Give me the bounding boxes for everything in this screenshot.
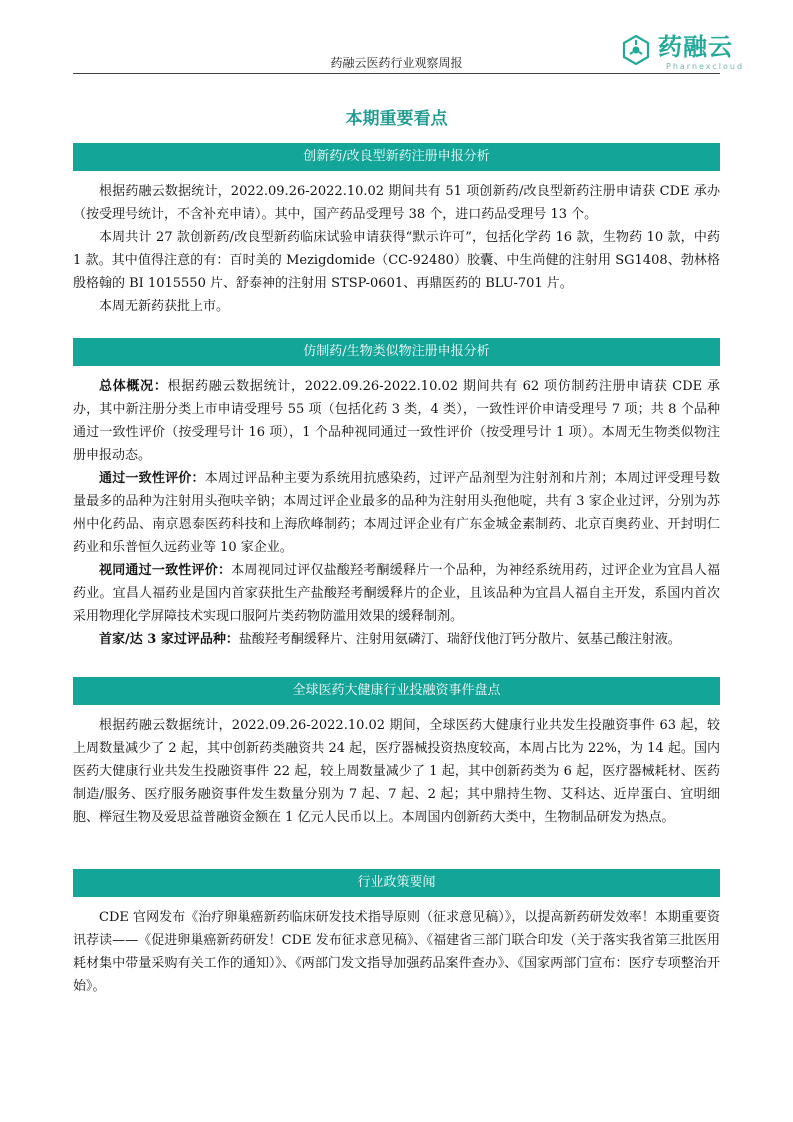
paragraph — [73, 628, 720, 651]
paragraph-body: 盐酸羟考酮缓释片、注射用氨磷汀、瑞舒伐他汀钙分散片、氨基己酸注射液。 — [238, 632, 681, 647]
report-title: 药融云医药行业观察周报 — [330, 56, 463, 70]
main-title: 本期重要看点 — [345, 109, 448, 129]
paragraph: 本周共计 27 款创新药/改良型新药临床试验申请获得“默示许可”，包括化学药 16 款，生物药 10 款，中药 1 款。其中值得注意的有：百时美的 Mezigdomide（CC-92480）胶囊、中生尚健的注射用 SG1408、勃林格殷格翰的 BI 1015550 片、舒泰神的注射用 STSP-0601、再鼎医药的 BLU-701 片。 — [73, 230, 720, 291]
section-investment-events — [73, 677, 720, 829]
section-title-bar: 全球医药大健康行业投融资事件盘点 — [73, 677, 720, 705]
paragraph: CDE 官网发布《治疗卵巢癌新药临床研发技术指导原则（征求意见稿）》，以提高新药研发效率！本期重要资讯荐读——《促进卵巢癌新药研发！CDE 发布征求意见稿》、《福建省三部门联合印发（关于落实我省第三批医用耗材集中带量采购有关工作的通知）》、《两部门发文指导加强药品案件查办》、《国家两部门宣布：医疗专项整治开始》。 — [73, 910, 720, 994]
paragraph-body: 本周过评品种主要为系统用抗感染药，过评产品剂型为注射剂和片剂；本周过评受理号数量最多的品种为注射用头孢呋辛钠；本周过评企业最多的品种为注射用头孢他啶，共有 3 家企业过评，分别为苏州中化药品、南京恩泰医药科技和上海欣峰制药；本周过评企业有广东金城金素制药、北京百奥药业、开封明仁药业和乐普恒久远药业等 10 家企业。 — [73, 471, 720, 555]
paragraph-lead: 通过一致性评价： — [99, 471, 205, 486]
section-title-bar: 行业政策要闻 — [73, 869, 720, 897]
paragraph-lead: 视同通过一致性评价： — [99, 563, 232, 578]
paragraph-lead: 首家/达 3 家过评品种： — [99, 632, 239, 647]
section-policy-news — [73, 869, 720, 998]
logo-subtitle: Pharnexcloud — [666, 62, 745, 71]
section-generic-drugs — [73, 338, 720, 651]
paragraph — [73, 559, 720, 628]
logo-text: 药融云 — [658, 33, 733, 61]
brand-logo — [622, 32, 762, 72]
paragraph — [73, 375, 720, 467]
paragraph-lead: 总体概况： — [99, 379, 168, 394]
section-title-bar: 仿制药/生物类似物注册申报分析 — [73, 338, 720, 366]
paragraph: 本周无新药获批上市。 — [99, 299, 230, 314]
section-title-bar: 创新药/改良型新药注册申报分析 — [73, 143, 720, 171]
paragraph-body: 根据药融云数据统计，2022.09.26-2022.10.02 期间共有 62 项仿制药注册申请获 CDE 承办，其中新注册分类上市申请受理号 55 项（包括化药 3 类，4 类），一致性评价申请受理号 7 项；共 8 个品种通过一致性评价（按受理号计 16 项），1 个品种视同通过一致性评价（按受理号计 1 项）。本周无生物类似物注册申报动态。 — [73, 379, 720, 463]
paragraph: 根据药融云数据统计，2022.09.26-2022.10.02 期间共有 51 项创新药/改良型新药注册申请获 CDE 承办（按受理号统计，不含补充申请）。其中，国产药品受理号 38 个，进口药品受理号 13 个。 — [73, 184, 720, 222]
section-innovative-drugs — [73, 143, 720, 318]
paragraph: 根据药融云数据统计，2022.09.26-2022.10.02 期间，全球医药大健康行业共发生投融资事件 63 起，较上周数量减少了 2 起，其中创新药类融资共 24 起，医疗器械投资热度较高，本周占比为 22%，为 14 起。国内医药大健康行业共发生投融资事件 22 起，较上周数量减少了 1 起，其中创新药类为 6 起，医疗器械耗材、医药制造/服务、医疗服务融资事件发生数量分别为 7 起、7 起、2 起；其中鼎持生物、艾科达、近岸蛋白、宜明细胞、榉冠生物及爱思益普融资金额在 1 亿元人民币以上。本周国内创新药大类中，生物制品研发为热点。 — [73, 718, 720, 825]
paragraph — [73, 467, 720, 559]
header-divider — [73, 73, 720, 74]
hexagon-logo-icon — [622, 35, 650, 65]
paragraph-body: 本周视同过评仅盐酸羟考酮缓释片一个品种，为神经系统用药，过评企业为宜昌人福药业。宜昌人福药业是国内首家获批生产盐酸羟考酮缓释片的企业，且该品种为宜昌人福自主开发，系国内首次采用物理化学屏障技术实现口服阿片类药物防滥用效果的缓释制剂。 — [73, 563, 720, 624]
page-header — [0, 0, 793, 75]
